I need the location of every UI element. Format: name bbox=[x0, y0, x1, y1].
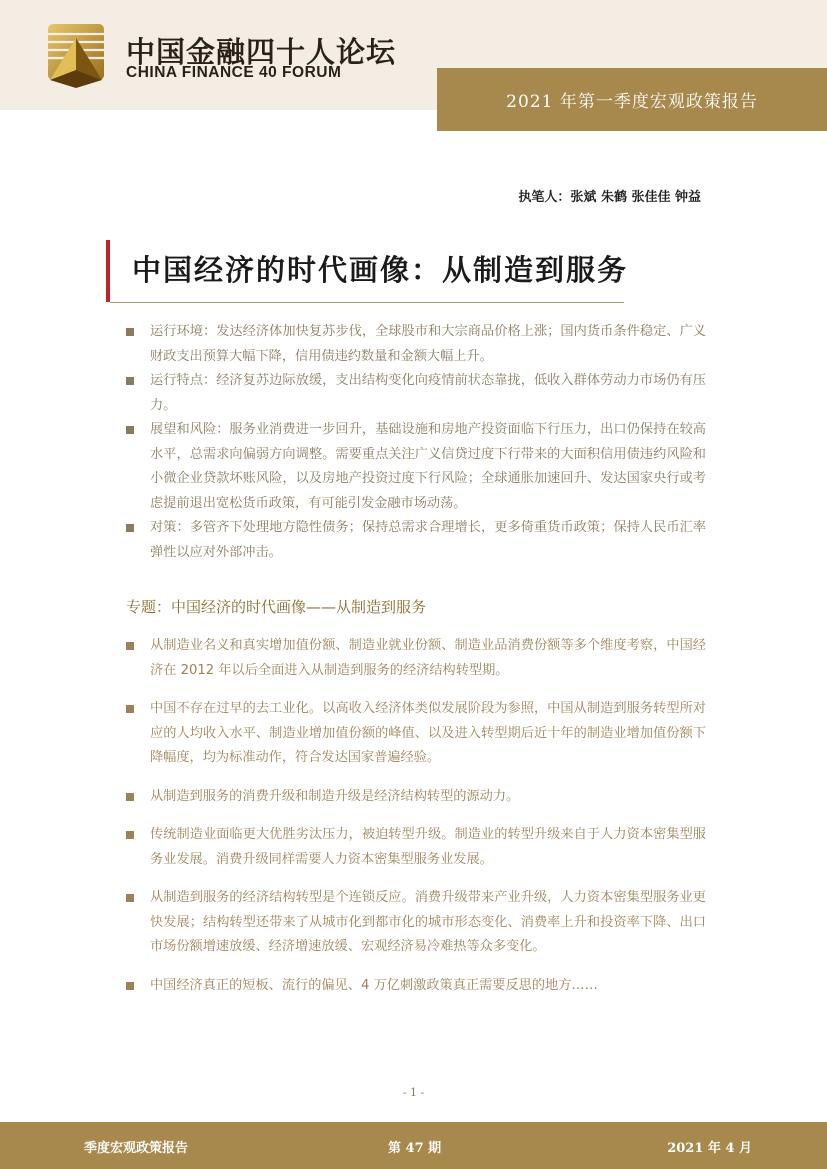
authors-line: 执笔人：张斌 朱鹤 张佳佳 钟益 bbox=[518, 190, 701, 205]
summary-list bbox=[126, 320, 706, 565]
bullet-square-icon bbox=[126, 894, 134, 902]
bullet-square-icon bbox=[126, 793, 134, 801]
bullet-square-icon bbox=[126, 642, 134, 650]
bullet-square-icon bbox=[126, 524, 134, 532]
title-underline bbox=[110, 302, 624, 303]
page-number: - 1 - bbox=[402, 1086, 425, 1099]
topic-heading: 专题：中国经济的时代画像——从制造到服务 bbox=[126, 598, 427, 616]
topic-list bbox=[126, 634, 706, 1012]
topic-item bbox=[126, 823, 706, 872]
main-title: 中国经济的时代画像：从制造到服务 bbox=[132, 253, 629, 287]
topic-item bbox=[126, 697, 706, 771]
bullet-square-icon bbox=[126, 705, 134, 713]
summary-item bbox=[126, 516, 706, 565]
bullet-square-icon bbox=[126, 426, 134, 434]
topic-item-text: 中国经济真正的短板、流行的偏见、4 万亿刺激政策真正需要反思的地方…… bbox=[150, 977, 598, 993]
logo-english-text: CHINA FINANCE 40 FORUM bbox=[126, 64, 342, 81]
summary-item-text: 运行环境：发达经济体加快复苏步伐，全球股市和大宗商品价格上涨；国内货币条件稳定、广义财政支出预算大幅下降，信用债违约数量和金额大幅上升。 bbox=[150, 324, 706, 364]
bullet-square-icon bbox=[126, 328, 134, 336]
logo-chinese-text: 中国金融四十人论坛 bbox=[126, 35, 397, 69]
report-title-tab: 2021 年第一季度宏观政策报告 bbox=[437, 68, 827, 131]
summary-item-text: 运行特点：经济复苏边际放缓，支出结构变化向疫情前状态靠拢，低收入群体劳动力市场仍有压力。 bbox=[150, 373, 706, 413]
topic-item bbox=[126, 886, 706, 960]
forum-logo-icon bbox=[42, 18, 110, 90]
footer-series-name: 季度宏观政策报告 bbox=[84, 1141, 189, 1156]
bullet-square-icon bbox=[126, 377, 134, 385]
title-accent-bar bbox=[106, 240, 110, 302]
topic-item bbox=[126, 785, 706, 810]
topic-item-text: 传统制造业面临更大优胜劣汰压力，被迫转型升级。制造业的转型升级来自于人力资本密集型服务业发展。消费升级同样需要人力资本密集型服务业发展。 bbox=[150, 827, 706, 867]
topic-item-text: 从制造到服务的经济结构转型是个连锁反应。消费升级带来产业升级，人力资本密集型服务业更快发展；结构转型还带来了从城市化到都市化的城市形态变化、消费率上升和投资率下降、出口市场份额增速放缓、经济增速放缓、宏观经济易冷难热等众多变化。 bbox=[150, 890, 706, 954]
footer-band bbox=[0, 1122, 827, 1169]
summary-item-text: 展望和风险：服务业消费进一步回升，基础设施和房地产投资面临下行压力，出口仍保持在较高水平，总需求向偏弱方向调整。需要重点关注广义信贷过度下行带来的大面积信用债违约风险和小微企业贷款坏账风险，以及房地产投资过度下行风险；全球通胀加速回升、发达国家央行或考虑提前退出宽松货币政策，有可能引发金融市场动荡。 bbox=[150, 422, 706, 511]
topic-item bbox=[126, 974, 706, 999]
footer-issue-number: 第 47 期 bbox=[388, 1141, 442, 1156]
bullet-square-icon bbox=[126, 982, 134, 990]
bullet-square-icon bbox=[126, 831, 134, 839]
topic-item-text: 中国不存在过早的去工业化。以高收入经济体类似发展阶段为参照，中国从制造到服务转型所对应的人均收入水平、制造业增加值份额的峰值、以及进入转型期后近十年的制造业增加值份额下降幅度，均为标准动作，符合发达国家普遍经验。 bbox=[150, 701, 706, 765]
topic-item-text: 从制造到服务的消费升级和制造升级是经济结构转型的源动力。 bbox=[150, 788, 520, 804]
summary-item bbox=[126, 418, 706, 516]
summary-item bbox=[126, 320, 706, 369]
topic-item-text: 从制造业名义和真实增加值份额、制造业就业份额、制造业品消费份额等多个维度考察，中国经济在 2012 年以后全面进入从制造到服务的经济结构转型期。 bbox=[150, 638, 706, 678]
summary-item bbox=[126, 369, 706, 418]
summary-item-text: 对策：多管齐下处理地方隐性债务；保持总需求合理增长，更多倚重货币政策；保持人民币汇率弹性以应对外部冲击。 bbox=[150, 520, 706, 560]
topic-item bbox=[126, 634, 706, 683]
footer-date: 2021 年 4 月 bbox=[667, 1141, 752, 1156]
